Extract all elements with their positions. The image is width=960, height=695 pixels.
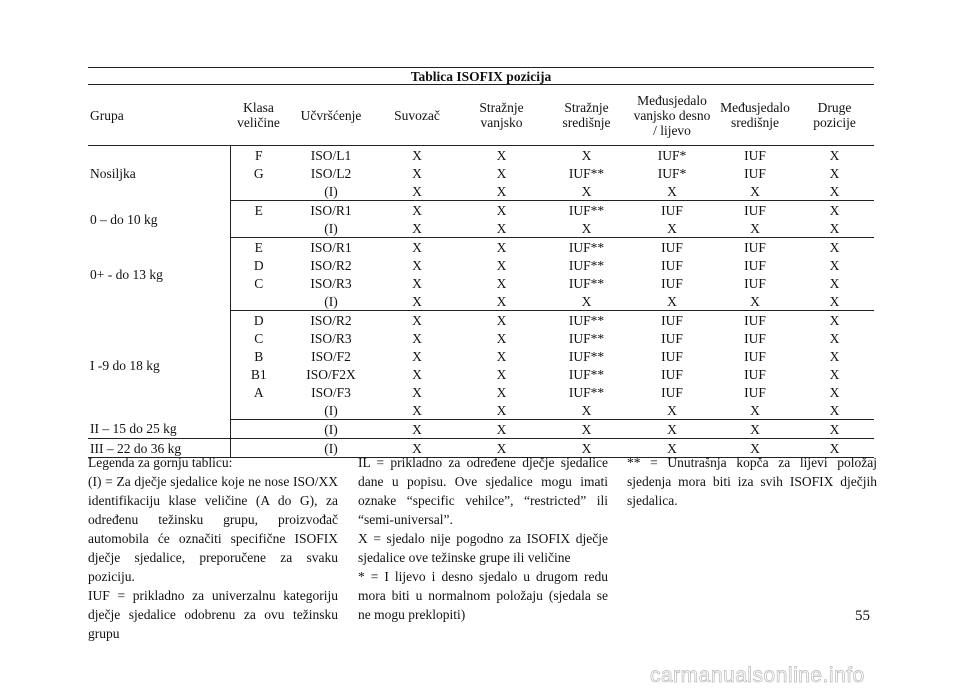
table-cell: X [715, 182, 795, 201]
table-cell: X [496, 239, 507, 255]
group-name-cell: Nosiljka [88, 146, 230, 201]
table-cell: X [544, 219, 629, 238]
table-row [88, 238, 874, 257]
table-cell: X [795, 439, 874, 458]
table-cell: IUF [744, 330, 766, 346]
table-cell: IUF [661, 239, 683, 255]
legend-column-3 [627, 453, 877, 510]
table-cell: (I) [287, 182, 375, 201]
table-cell: ISO/R1 [310, 202, 352, 218]
table-cell: IUF [661, 275, 683, 291]
table-cell: X [795, 219, 874, 238]
table-cell: X [412, 366, 422, 382]
table-cell: IUF* [657, 165, 687, 181]
table-cell: X [412, 330, 422, 346]
table-cell: X [375, 420, 459, 439]
table-cell: X [829, 275, 840, 291]
table-cell: (I) [287, 439, 375, 458]
table-row [88, 146, 874, 165]
table-cell: IUF [744, 239, 766, 255]
table-cell: X [412, 147, 422, 163]
table-cell: IUF** [568, 366, 605, 382]
legend-paragraph: * = I lijevo i desno sjedalo u drugom redu mora biti u normalnom položaju (sjedala se ne mogu preklopiti) [358, 569, 608, 622]
table-cell: D [253, 312, 264, 328]
legend-column-1 [88, 453, 338, 643]
legend-paragraph: Legenda za gornju tablicu: [88, 455, 233, 470]
table-cell: IUF [744, 147, 766, 163]
table-cell: X [829, 165, 840, 181]
table-cell: X [375, 292, 459, 311]
table-cell [230, 182, 287, 201]
table-cell: D [253, 257, 264, 273]
table-cell: X [629, 420, 715, 439]
table-cell: IUF [661, 330, 683, 346]
table-cell: IUF [744, 257, 766, 273]
page-number: 55 [855, 608, 870, 624]
table-cell: IUF [661, 384, 683, 400]
table-cell: X [829, 257, 840, 273]
table-cell: X [459, 182, 544, 201]
table-cell: X [544, 401, 629, 420]
group-name-cell: I -9 do 18 kg [88, 311, 230, 420]
table-cell: IUF [744, 366, 766, 382]
table-cell: X [629, 401, 715, 420]
table-cell: X [829, 312, 840, 328]
table-cell: ISO/L2 [310, 165, 352, 181]
table-cell: IUF [661, 202, 683, 218]
table-cell: ISO/F2 [311, 348, 351, 364]
table-cell: ISO/F2X [306, 366, 356, 382]
table-cell: X [496, 330, 507, 346]
table-cell: X [544, 420, 629, 439]
table-cell: IUF** [568, 330, 605, 346]
table-cell: ISO/R2 [310, 257, 352, 273]
table-cell [230, 420, 287, 439]
table-cell: X [629, 292, 715, 311]
legend-paragraph: X = sjedalo nije pogodno za ISOFIX dječje sjedalice ove težinske grupe ili veličine [358, 531, 608, 565]
legend-column-2 [358, 453, 608, 624]
table-cell: ISO/R3 [310, 275, 352, 291]
table-cell: X [412, 202, 422, 218]
table-cell: X [795, 420, 874, 439]
legend-paragraph: IUF = prikladno za univerzalnu kategoriju dječje sjedalice odobrenu za ovu težinsku grupu [88, 588, 338, 641]
table-cell: X [829, 202, 840, 218]
table-cell: (I) [287, 292, 375, 311]
table-cell: X [795, 292, 874, 311]
table-cell: X [459, 420, 544, 439]
table-cell: X [496, 147, 507, 163]
table-cell: IUF [744, 384, 766, 400]
table-cell: IUF** [568, 348, 605, 364]
table-cell: X [715, 401, 795, 420]
column-header: Druge pozicije [795, 85, 874, 146]
table-cell: X [581, 147, 592, 163]
table-cell: C [254, 330, 264, 346]
table-cell: X [795, 401, 874, 420]
table-cell: IUF** [568, 257, 605, 273]
table-cell: IUF [744, 275, 766, 291]
table-cell: G [253, 165, 264, 181]
table-cell: E [254, 202, 263, 218]
table-cell: IUF** [568, 312, 605, 328]
table-cell: IUF [661, 312, 683, 328]
column-header: Međusjedalo središnje [715, 85, 795, 146]
legend-paragraph: ** = Unutrašnja kopča za lijevi položaj sjedenja mora biti iza svih ISOFIX dječjih sjedalica. [627, 455, 877, 508]
table-cell: X [412, 384, 422, 400]
group-name-cell: 0+ - do 13 kg [88, 238, 230, 311]
table-cell: X [459, 292, 544, 311]
table-cell: X [375, 182, 459, 201]
table-cell: X [629, 219, 715, 238]
table-cell [230, 292, 287, 311]
table-cell: X [715, 420, 795, 439]
table-cell: X [412, 165, 422, 181]
table-cell: X [496, 257, 507, 273]
column-header: Međusjedalo vanjsko desno / lijevo [629, 85, 715, 146]
table-row [88, 420, 874, 439]
table-cell: IUF [744, 312, 766, 328]
legend-paragraph: IL = prikladno za određene dječje sjedalice dane u popisu. Ove sjedalice mogu imati oznake “specific vehilce”, “restricted” ili “semi-universal”. [358, 455, 608, 527]
table-cell: B1 [250, 366, 267, 382]
table-cell: IUF** [568, 275, 605, 291]
table-cell: IUF** [568, 165, 605, 181]
table-cell: X [795, 182, 874, 201]
table-cell: (I) [287, 420, 375, 439]
table-cell: X [829, 147, 840, 163]
table-cell: X [459, 401, 544, 420]
table-cell: IUF [744, 202, 766, 218]
table-cell: X [496, 165, 507, 181]
table-cell: IUF [744, 165, 766, 181]
isofix-table-container [88, 67, 874, 458]
table-body [88, 146, 874, 458]
table-cell: B [254, 348, 264, 364]
group-name-cell: 0 – do 10 kg [88, 201, 230, 238]
table-cell: C [254, 275, 264, 291]
table-cell: X [412, 257, 422, 273]
table-cell: X [412, 348, 422, 364]
table-cell: X [412, 239, 422, 255]
table-cell: IUF* [657, 147, 687, 163]
table-cell: X [544, 182, 629, 201]
table-cell: X [715, 292, 795, 311]
table-cell: E [254, 239, 263, 255]
table-cell: F [254, 147, 263, 163]
column-header: Suvozač [375, 85, 459, 146]
table-cell: IUF [744, 348, 766, 364]
table-cell: A [253, 384, 264, 400]
table-cell [230, 401, 287, 420]
table-cell: X [496, 366, 507, 382]
table-cell: X [715, 219, 795, 238]
table-cell: X [496, 348, 507, 364]
table-cell: X [459, 219, 544, 238]
table-cell: X [715, 439, 795, 458]
table-cell: X [375, 401, 459, 420]
column-header: Stražnje vanjsko [459, 85, 544, 146]
column-header: Učvršćenje [287, 85, 375, 146]
table-cell: X [412, 312, 422, 328]
table-cell: X [629, 182, 715, 201]
table-cell: ISO/L1 [310, 147, 352, 163]
table-cell: X [375, 219, 459, 238]
legend-paragraph: (I) = Za dječje sjedalice koje ne nose ISO/XX identifikaciju klase veličine (A do G), za određenu težinsku grupu, proizvođač automobila će označiti specifične ISOFIX dječje sjedalice, preporučene za svaku poziciju. [88, 474, 338, 584]
table-cell: IUF [661, 257, 683, 273]
table-cell: X [496, 202, 507, 218]
table-cell: IUF** [568, 239, 605, 255]
table-cell: IUF** [568, 384, 605, 400]
table-cell: X [496, 275, 507, 291]
column-header: Grupa [88, 85, 230, 146]
column-header: Klasa veličine [230, 85, 287, 146]
column-header: Stražnje središnje [544, 85, 629, 146]
table-cell: (I) [287, 401, 375, 420]
table-cell: X [829, 366, 840, 382]
table-cell: X [496, 312, 507, 328]
group-name-cell: II – 15 do 25 kg [88, 420, 230, 439]
isofix-table [88, 67, 874, 458]
table-cell: ISO/R2 [310, 312, 352, 328]
table-cell: X [375, 439, 459, 458]
table-cell: X [544, 292, 629, 311]
table-cell: X [829, 239, 840, 255]
table-row [88, 201, 874, 220]
table-cell: X [829, 330, 840, 346]
table-cell: IUF [661, 366, 683, 382]
table-cell: X [496, 384, 507, 400]
watermark-text: carmanualsonline.info [650, 664, 865, 687]
table-cell: X [829, 384, 840, 400]
table-row [88, 311, 874, 330]
table-cell: X [459, 439, 544, 458]
table-cell: (I) [287, 219, 375, 238]
table-cell: IUF** [568, 202, 605, 218]
table-cell: X [629, 439, 715, 458]
table-cell: X [829, 348, 840, 364]
table-cell: IUF [661, 348, 683, 364]
table-title: Tablica ISOFIX pozicija [88, 68, 874, 85]
table-cell: X [544, 439, 629, 458]
table-cell [230, 219, 287, 238]
table-cell: ISO/F3 [311, 384, 351, 400]
table-cell: ISO/R1 [310, 239, 352, 255]
group-name-cell: III – 22 do 36 kg [88, 439, 230, 458]
table-header-row [88, 85, 874, 146]
table-cell: ISO/R3 [310, 330, 352, 346]
table-cell: X [412, 275, 422, 291]
